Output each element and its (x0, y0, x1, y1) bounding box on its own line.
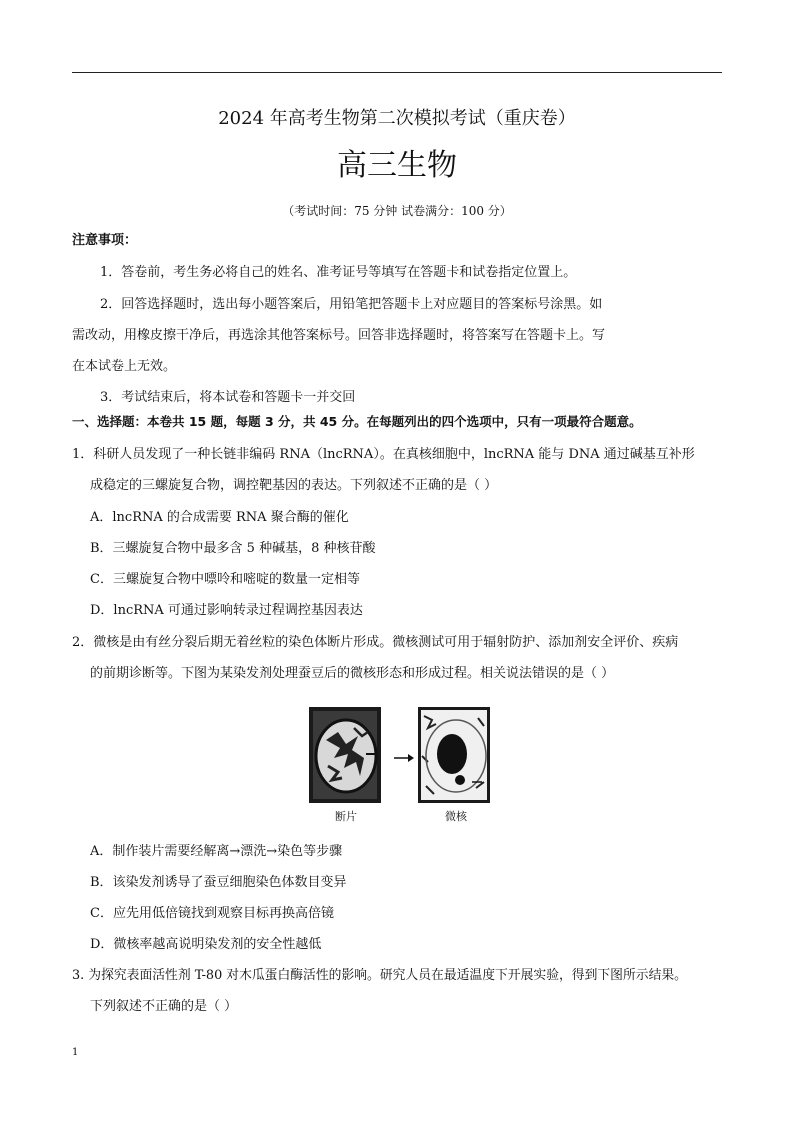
arrow-icon (394, 754, 414, 762)
q3-stem-line-1: 3. 为探究表面活性剂 T-80 对木瓜蛋白酶活性的影响。研究人员在最适温度下开展实验，得到下图所示结果。 (72, 968, 687, 983)
header-rule (72, 72, 722, 73)
q2-option-c: C．应先用低倍镜找到观察目标再换高倍镜 (90, 906, 334, 921)
notes-heading: 注意事项： (72, 233, 138, 248)
q1-option-c: C．三螺旋复合物中嘌呤和嘧啶的数量一定相等 (90, 572, 360, 587)
micronucleus-figure-svg (308, 706, 490, 806)
q1-stem-line-2: 成稳定的三螺旋复合物，调控靶基因的表达。下列叙述不正确的是（ ） (90, 478, 498, 493)
q2-stem-line-2: 的前期诊断等。下图为某染发剂处理蚕豆后的微核形态和形成过程。相关说法错误的是（ ） (90, 666, 615, 681)
fragment-micrograph (309, 707, 381, 803)
note-1: 1．答卷前，考生务必将自己的姓名、准考证号等填写在答题卡和试卷指定位置上。 (100, 265, 577, 280)
fig-label-micronucleus: 微核 (445, 810, 467, 823)
note-2-line-1: 2．回答选择题时，选出每小题答案后，用铅笔把答题卡上对应题目的答案标号涂黑。如 (100, 297, 603, 312)
q2-option-b: B．该染发剂诱导了蚕豆细胞染色体数目变异 (90, 875, 347, 890)
q1-option-d: D．lncRNA 可通过影响转录过程调控基因表达 (90, 603, 363, 618)
q1-option-a: A．lncRNA 的合成需要 RNA 聚合酶的催化 (90, 510, 349, 525)
note-2-line-3: 在本试卷上无效。 (72, 359, 177, 374)
q1-option-b: B．三螺旋复合物中最多含 5 种碱基，8 种核苷酸 (90, 541, 376, 556)
subject-title: 高三生物 (337, 148, 457, 183)
note-3: 3．考试结束后，将本试卷和答题卡一并交回 (100, 390, 356, 405)
time-info: （考试时间：75 分钟 试卷满分：100 分） (282, 204, 512, 218)
q2-option-d: D．微核率越高说明染发剂的安全性越低 (90, 937, 322, 952)
page-number: 1 (72, 1047, 79, 1058)
q3-stem-line-2: 下列叙述不正确的是（ ） (90, 999, 238, 1014)
section-1-heading: 一、选择题：本卷共 15 题，每题 3 分，共 45 分。在每题列出的四个选项中，只有一项最符合题意。 (72, 414, 642, 429)
micronucleus-micrograph (418, 707, 490, 803)
fig-label-fragment: 断片 (335, 810, 357, 823)
q1-stem-line-1: 1．科研人员发现了一种长链非编码 RNA（lncRNA）。在真核细胞中，lncRNA 能与 DNA 通过碱基互补形 (72, 447, 695, 462)
note-2-line-2: 需改动，用橡皮擦干净后，再选涂其他答案标号。回答非选择题时，将答案写在答题卡上。写 (72, 328, 606, 343)
micronucleus-figure (308, 706, 490, 806)
exam-title: 2024 年高考生物第二次模拟考试（重庆卷） (218, 108, 576, 129)
q2-option-a: A．制作装片需要经解离→漂洗→染色等步骤 (90, 844, 343, 859)
q2-stem-line-1: 2．微核是由有丝分裂后期无着丝粒的染色体断片形成。微核测试可用于辐射防护、添加剂安全评价、疾病 (72, 635, 679, 650)
